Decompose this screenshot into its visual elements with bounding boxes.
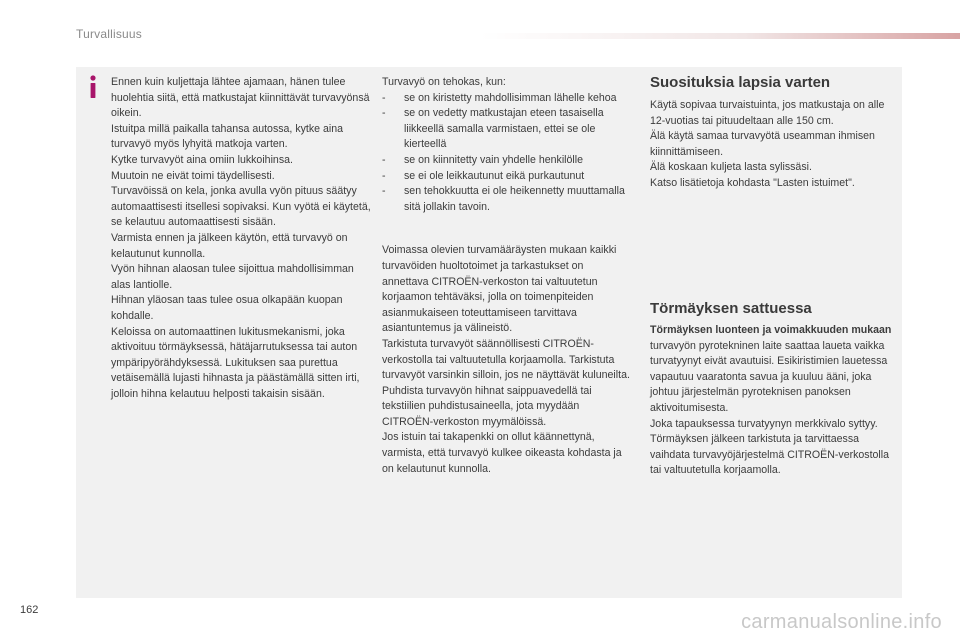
paragraph: Vyön hihnan alaosan tulee sijoittua mahdollisimman alas lantiolle. [111, 263, 354, 291]
lead-text: turvavyön pyrotekninen laite saattaa laueta vaikka turvatyynyt eivät avautuisi. Esikiristimien lauetessa vapautuu vaaratonta savua ja kuuluu ääni, joka johtuu järjestelmän pyroteknisen panoksen aktivoitumisesta. [650, 339, 888, 414]
list-item [382, 184, 632, 215]
paragraph: Istuitpa millä paikalla tahansa autossa, kytke aina turvavyö myös lyhyitä matkoja varten. [111, 122, 344, 151]
spacer [382, 215, 632, 243]
list-item [382, 106, 632, 153]
header-rule [480, 33, 960, 39]
list-dash: - [382, 169, 386, 182]
paragraph: Käytä sopivaa turvaistuinta, jos matkustaja on alle 12-vuotias tai pituudeltaan alle 150 cm. [650, 99, 885, 127]
paragraph: Muutoin ne eivät toimi täydellisesti. [111, 169, 275, 182]
children-heading: Suosituksia lapsia varten [650, 74, 831, 91]
list-dash: - [382, 185, 386, 198]
paragraph: Turvavöissä on kela, jonka avulla vyön pituus säätyy automaattisesti itsellesi sopivaksi. Kun vyötä ei käytetä, se kelautuu automaattisesti sisään. [111, 185, 371, 229]
watermark: carmanualsonline.info [741, 611, 942, 633]
paragraph: Varmista ennen ja jälkeen käytön, että turvavyö on kelautunut kunnolla. [111, 231, 348, 260]
list-item-text: se on kiinnitetty vain yhdelle henkilölle [404, 153, 584, 166]
info-column [111, 75, 375, 402]
list-dash: - [382, 153, 386, 166]
list-intro: Turvavyö on tehokas, kun: [382, 76, 506, 88]
effectiveness-column [382, 75, 632, 477]
list-item-text: se on vedetty matkustajan eteen tasaisella liikkeellä samalla varmistaen, ettei se ole kierteellä [404, 107, 604, 151]
list-item-text: se on kiristetty mahdollisimman lähelle kehoa [404, 91, 617, 104]
list-item-text: se ei ole leikkautunut eikä purkautunut [404, 169, 585, 182]
paragraph: Keloissa on automaattinen lukitusmekanismi, joka aktivoituu törmäyksessä, hätäjarrutuksessa tai auton ympäripyörähdyksessä. Lukituksen saa purettua vetäisemällä lujasti hihnasta ja päästämällä sitten irti, jolloin hihna kelautuu helposti takaisin sisään. [111, 325, 360, 400]
list-dash: - [382, 91, 386, 104]
paragraph: Jos istuin tai takapenkki on ollut käännettynä, varmista, että turvavyö kulkee oikeasta kohdasta ja on kelautunut kunnolla. [382, 431, 622, 475]
section-label: Turvallisuus [76, 27, 142, 41]
paragraph: Ennen kuin kuljettaja lähtee ajamaan, hänen tulee huolehtia siitä, että matkustajat kiinnittävät turvavyönsä oikein. [111, 76, 370, 120]
bold-lead: Törmäyksen luonteen ja voimakkuuden mukaan [650, 324, 892, 336]
paragraph [650, 323, 900, 417]
list-item-text: sen tehokkuutta ei ole heikennetty muuttamalla sitä jollakin tavoin. [404, 185, 625, 213]
paragraph: Kytke turvavyöt aina omiin lukkoihinsa. [111, 153, 293, 166]
paragraph: Katso lisätietoja kohdasta "Lasten istuimet". [650, 176, 855, 189]
paragraph: Puhdista turvavyön hihnat saippuavedellä tai tekstiilien puhdistusaineella, jota myydään CITROËN-verkoston myymälöissä. [382, 384, 592, 428]
collision-column [650, 323, 900, 479]
list-dash: - [382, 107, 386, 120]
list-item [382, 153, 632, 169]
list-item [382, 91, 632, 107]
paragraph: Tarkistuta turvavyöt säännöllisesti CITROËN-verkostolla tai valtuutetulla korjaamolla. Tarkistuta turvavyöt varsinkin silloin, jos ne näyttävät kuluneilta. [382, 337, 630, 382]
paragraph: Voimassa olevien turvamääräysten mukaan kaikki turvavöiden huoltotoimet ja tarkastukset on annettava CITROËN-verkoston tai valtuutetun korjaamon tehtäväksi, jolla on toimenpiteiden asianmukaiseen toteuttamiseen tarvittava asiantuntemus ja välineistö. [382, 244, 617, 335]
children-column [650, 98, 900, 192]
paragraph: Törmäyksen jälkeen tarkistuta ja tarvittaessa vaihdata turvavyöjärjestelmä CITROËN-verkostolla tai valtuutetulla korjaamolla. [650, 433, 890, 477]
paragraph: Älä koskaan kuljeta lasta sylissäsi. [650, 161, 812, 174]
paragraph: Hihnan yläosan taas tulee osua olkapään kuopan kohdalle. [111, 294, 343, 322]
paragraph: Joka tapauksessa turvatyynyn merkkivalo syttyy. [650, 417, 878, 430]
info-icon [84, 74, 102, 100]
paragraph: Älä käytä samaa turvavyötä useamman ihmisen kiinnittämiseen. [650, 130, 875, 158]
page-number: 162 [20, 604, 39, 616]
collision-heading: Törmäyksen sattuessa [650, 300, 812, 317]
list-item [382, 169, 632, 185]
